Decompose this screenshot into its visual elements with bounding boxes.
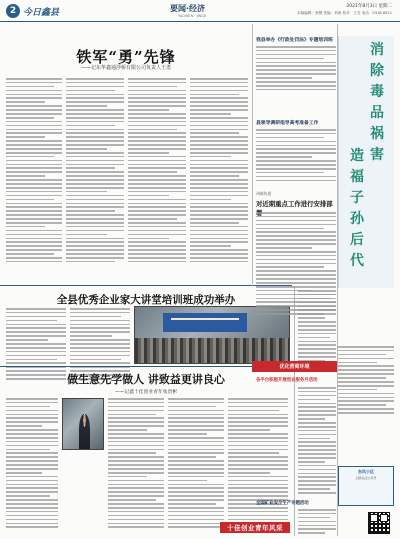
audience xyxy=(135,338,289,363)
lead-column-2 xyxy=(66,78,124,262)
text-lines xyxy=(108,398,164,528)
portrait-figure xyxy=(79,414,90,449)
column-divider xyxy=(252,24,253,286)
anti-drug-slogan xyxy=(338,36,394,288)
training-column-2 xyxy=(70,308,130,380)
profile-column-2 xyxy=(108,398,164,528)
feature-kicker: 州城传道 xyxy=(256,191,272,196)
brief-title-1: 我县举办《行政处罚法》专题培训班 xyxy=(256,38,333,43)
feature-stamp: 十佳创业青年风采 xyxy=(220,522,290,533)
section-divider xyxy=(0,285,292,286)
feature-continued xyxy=(298,290,336,366)
profile-portrait xyxy=(62,398,104,450)
slogan-column-a: 消除毒品祸害 xyxy=(370,42,384,163)
lead-column-1 xyxy=(6,78,62,262)
column-divider xyxy=(294,286,295,536)
text-lines xyxy=(128,78,186,262)
lead-subheadline: ——记东华鑫通浮桥有限公司负责人王勇 xyxy=(80,65,171,71)
text-lines xyxy=(298,290,336,366)
projection-screen xyxy=(163,313,248,333)
notice-box xyxy=(338,466,394,506)
text-lines xyxy=(298,509,336,534)
qr-code-icon xyxy=(368,512,390,534)
profile-column-3 xyxy=(168,398,224,528)
slogan-column-b: 造福子孙后代 xyxy=(350,148,364,269)
text-lines xyxy=(6,308,66,380)
brief-body-2 xyxy=(256,129,336,181)
text-lines xyxy=(256,46,336,90)
issue-date: 2021年8月3日 星期二 xyxy=(346,4,392,9)
lead-headline: 铁军“勇”先锋 xyxy=(76,48,176,66)
ad-block xyxy=(338,346,394,414)
red-brief-body xyxy=(298,387,336,494)
text-lines xyxy=(70,308,130,380)
text-lines xyxy=(338,346,394,414)
feature-title: 对近期重点工作进行安排部 xyxy=(256,200,333,208)
section-divider xyxy=(0,366,292,367)
profile-headline: 做生意先学做人 讲致益更讲良心 xyxy=(67,373,225,386)
logo-text: 今日鑫县 xyxy=(23,7,60,18)
brief-title-2: 县领导调研指导高考准备工作 xyxy=(256,121,319,126)
text-lines xyxy=(298,387,336,494)
brief-body-1 xyxy=(256,46,336,90)
editor-credits: 本版编辑：张柳 美编：刘涛 校对：王芳 电话：0318-8521 xyxy=(297,11,392,15)
text-lines xyxy=(66,78,124,262)
training-headline: 全县优秀企业家大讲堂培训班成功举办 xyxy=(56,294,236,306)
text-lines xyxy=(6,78,62,262)
logo xyxy=(6,3,59,19)
brief-body-3 xyxy=(298,509,336,534)
text-lines xyxy=(256,129,336,181)
profile-column-1 xyxy=(6,398,58,528)
text-lines xyxy=(6,398,58,528)
notice-title: 东风小区 xyxy=(358,469,374,474)
brief-title-3: 全国矿业安全生产专题活动 xyxy=(256,501,309,506)
red-brief-title: 各平台积极开展创业服务月活动 xyxy=(256,378,318,383)
masthead xyxy=(0,0,400,22)
profile-subheadline: ——记鑫十佳创业青年张贵彬 xyxy=(114,390,178,395)
lead-column-3 xyxy=(128,78,186,262)
text-lines xyxy=(168,398,224,528)
lead-column-4 xyxy=(190,78,248,262)
text-lines xyxy=(190,78,248,262)
section-label: 要闻·经济 xyxy=(170,4,206,13)
page-number-badge: 2 xyxy=(6,4,20,18)
section-subtitle: YAOWEN · JINGJI xyxy=(178,14,207,18)
training-column-1 xyxy=(6,308,66,380)
section-banner: 优化营商环境 xyxy=(252,361,337,372)
notice-subtitle: 扫码关注公众号 xyxy=(355,476,377,480)
